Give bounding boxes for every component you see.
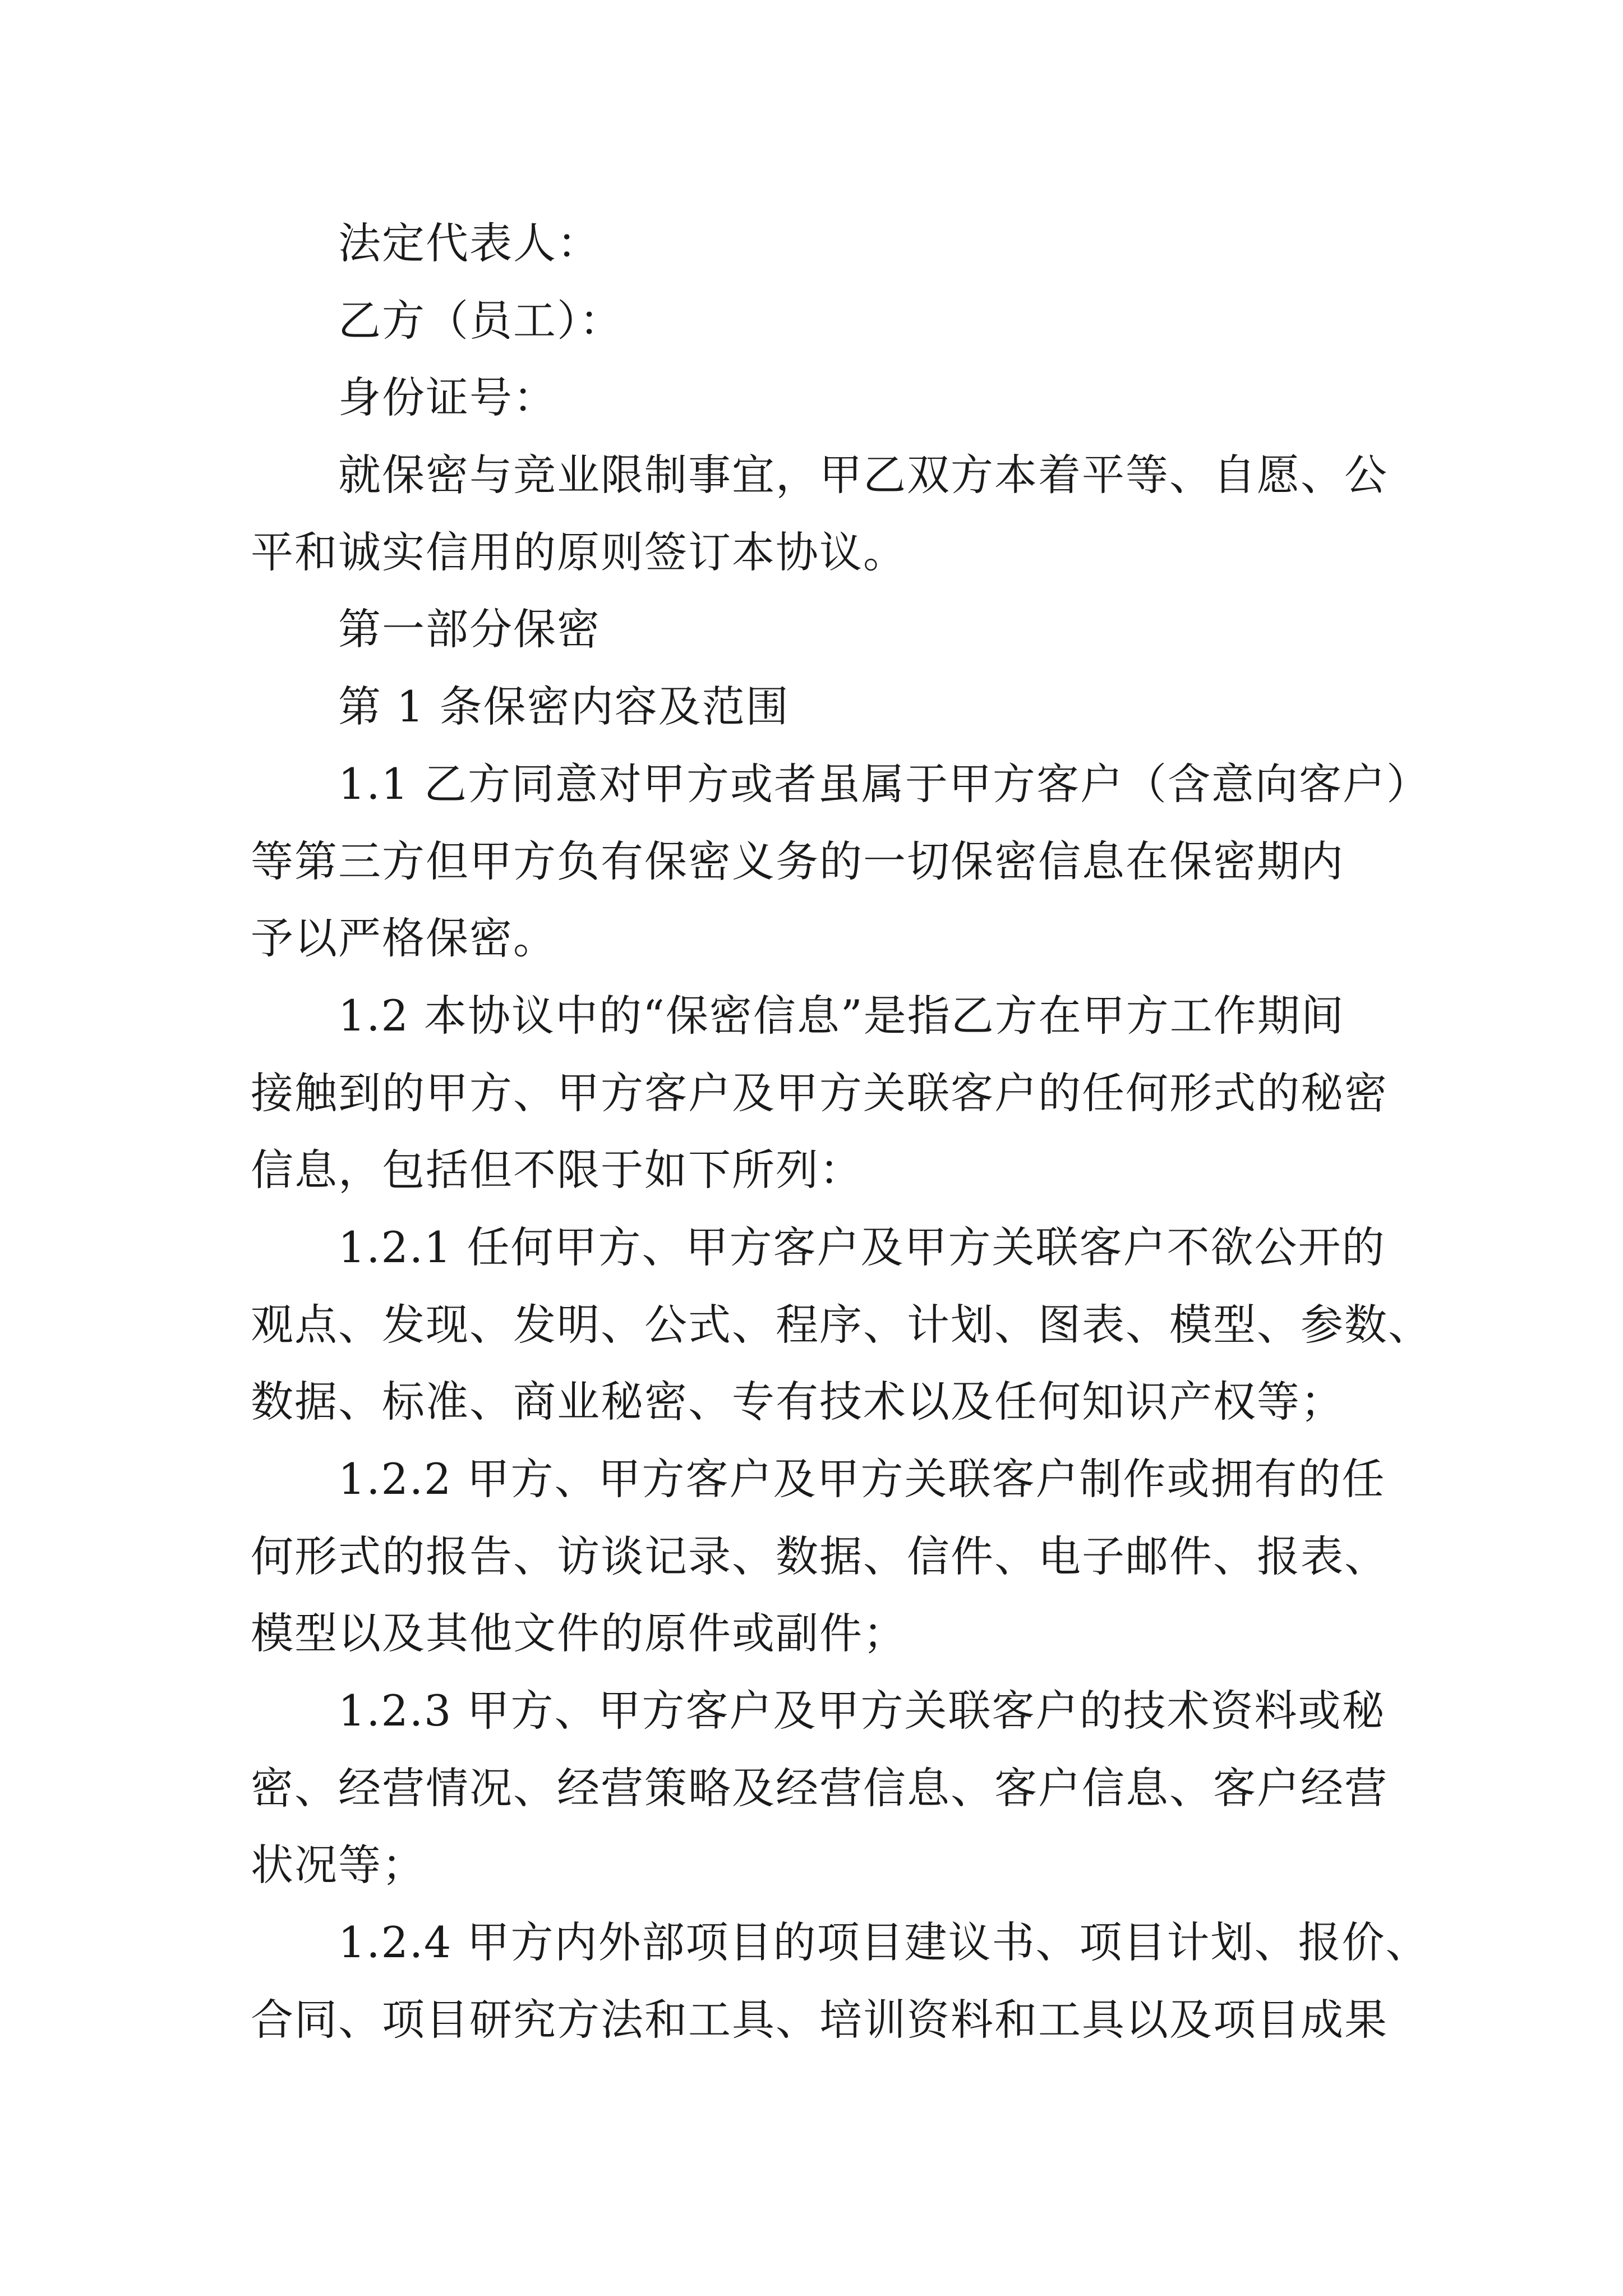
paragraph-line: 1.2.1 任何甲方、甲方客户及甲方关联客户不欲公开的 xyxy=(338,1222,1386,1272)
clause-1-2-3 xyxy=(251,1672,1388,1904)
clause-1-2-4 xyxy=(251,1904,1430,2058)
paragraph-line: 何形式的报告、访谈记录、数据、信件、电子邮件、报表、 xyxy=(251,1531,1388,1581)
part-title-text: 第一部分保密 xyxy=(338,604,601,655)
paragraph-line: 就保密与竞业限制事宜，甲乙双方本着平等、自愿、公 xyxy=(338,450,1388,500)
paragraph-line: 数据、标准、商业秘密、专有技术以及任何知识产权等； xyxy=(251,1377,1344,1427)
party-b-field xyxy=(251,282,1388,360)
article-title xyxy=(251,668,1388,746)
clause-1-2-1 xyxy=(251,1209,1432,1441)
paragraph-line: 1.1 乙方同意对甲方或者虽属于甲方客户（含意向客户） xyxy=(338,758,1431,809)
intro-paragraph xyxy=(251,436,1388,591)
paragraph-line: 合同、项目研究方法和工具、培训资料和工具以及项目成果 xyxy=(251,1994,1388,2045)
article-title-text: 第 1 条保密内容及范围 xyxy=(338,682,790,732)
paragraph-line: 平和诚实信用的原则签订本协议。 xyxy=(251,527,907,577)
paragraph-line: 状况等； xyxy=(251,1840,426,1890)
id-number-field xyxy=(251,359,1388,436)
clause-1-2 xyxy=(251,977,1388,1209)
paragraph-line: 模型以及其他文件的原件或副件； xyxy=(251,1608,907,1659)
paragraph-line: 1.2.2 甲方、甲方客户及甲方关联客户制作或拥有的任 xyxy=(338,1454,1386,1504)
paragraph-line: 密、经营情况、经营策略及经营信息、客户信息、客户经营 xyxy=(251,1763,1388,1813)
clause-1-1 xyxy=(251,746,1431,977)
paragraph-line: 观点、发现、发明、公式、程序、计划、图表、模型、参数、 xyxy=(251,1299,1432,1350)
paragraph-line: 予以严格保密。 xyxy=(251,913,557,964)
party-b-label: 乙方（员工）： xyxy=(338,295,623,346)
paragraph-line: 1.2.3 甲方、甲方客户及甲方关联客户的技术资料或秘 xyxy=(338,1686,1386,1736)
paragraph-line: 等第三方但甲方负有保密义务的一切保密信息在保密期内 xyxy=(251,836,1344,886)
document-page xyxy=(251,205,1432,2059)
paragraph-line: 信息，包括但不限于如下所列： xyxy=(251,1145,863,1195)
paragraph-line: 接触到的甲方、甲方客户及甲方关联客户的任何形式的秘密 xyxy=(251,1068,1388,1118)
legal-representative-field xyxy=(251,205,1388,282)
legal-representative-label: 法定代表人： xyxy=(338,218,601,268)
id-number-label: 身份证号： xyxy=(338,372,557,423)
paragraph-line: 1.2.4 甲方内外部项目的项目建议书、项目计划、报价、 xyxy=(338,1917,1430,1968)
paragraph-line: 1.2 本协议中的“保密信息”是指乙方在甲方工作期间 xyxy=(338,990,1345,1041)
clause-1-2-2 xyxy=(251,1441,1388,1672)
part-title xyxy=(251,591,1388,668)
